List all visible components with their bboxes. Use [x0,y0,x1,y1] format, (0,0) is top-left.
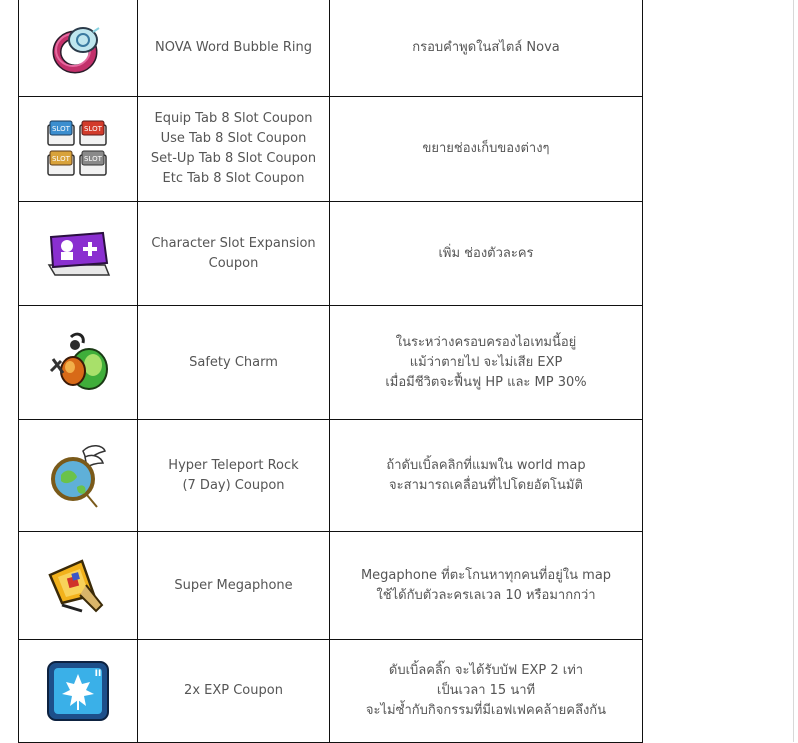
item-name-cell [138,640,330,743]
table-row [19,202,643,306]
icon-cell [19,306,138,420]
item-name: 2x EXP Coupon [184,683,283,698]
item-desc-cell [330,532,643,640]
item-desc: จะสามารถเคลื่อนที่ไปโดยอัตโนมัติ [389,477,583,493]
icon-cell [19,0,138,97]
item-desc-cell [330,640,643,743]
item-desc-cell [330,420,643,532]
item-name: Character Slot Expansion [151,235,316,251]
item-desc-cell [330,306,643,420]
item-desc: จะไม่ซ้ำกับกิจกรรมที่มีเอฟเฟคคล้ายคลึงกัน [365,703,607,718]
slot-coupons-icon [46,119,110,179]
item-desc: ใช้ได้กับตัวละครเลเวล 10 หรือมากกว่า [376,587,596,603]
item-desc: เพิ่ม ช่องตัวละคร [438,245,534,261]
exp-coupon-icon [46,660,110,722]
icon-cell [19,532,138,640]
item-desc: เป็นเวลา 15 นาที [436,683,536,698]
item-name: Hyper Teleport Rock [168,457,299,473]
item-name-cell [138,420,330,532]
item-desc-cell [330,0,643,97]
item-name: Equip Tab 8 Slot Coupon [154,111,313,126]
item-desc-cell [330,97,643,202]
item-desc: ขยายช่องเก็บของต่างๆ [422,141,550,156]
nova-ring-icon [47,20,109,76]
item-desc: เมื่อมีชีวิตจะฟื้นฟู HP และ MP 30% [385,374,587,390]
item-name: (7 Day) Coupon [182,477,285,493]
item-name: Safety Charm [189,354,278,370]
svg-text:SLOT: SLOT [52,155,70,163]
svg-text:SLOT: SLOT [52,125,70,133]
teleport-rock-icon [47,441,109,511]
item-desc: แม้ว่าตายไป จะไม่เสีย EXP [409,354,563,370]
item-name-cell [138,202,330,306]
item-name-cell [138,97,330,202]
table-row [19,306,643,420]
item-name: Use Tab 8 Slot Coupon [160,131,307,146]
svg-text:II: II [94,669,102,679]
table-row [19,420,643,532]
icon-cell [19,202,138,306]
megaphone-icon [46,555,110,617]
item-name: Super Megaphone [174,577,293,593]
item-name: Set-Up Tab 8 Slot Coupon [150,151,317,166]
safety-charm-icon [45,331,111,395]
table-row [19,640,643,743]
item-name: NOVA Word Bubble Ring [155,40,312,55]
item-name-cell [138,532,330,640]
table-row [19,0,643,97]
item-desc: กรอบคำพูดในสไตล์ Nova [412,40,560,55]
item-name: Etc Tab 8 Slot Coupon [162,171,305,186]
table-row [19,532,643,640]
icon-cell [19,420,138,532]
page-right-border [793,0,794,742]
item-desc: ดับเบิ้ลคลิ๊ก จะได้รับบัฟ EXP 2 เท่า [388,663,584,678]
svg-text:SLOT: SLOT [84,125,102,133]
icon-cell [19,640,138,743]
svg-text:SLOT: SLOT [84,155,102,163]
item-desc: Megaphone ที่ตะโกนหาทุกคนที่อยู่ใน map [360,567,612,583]
icon-cell [19,97,138,202]
item-desc-cell [330,202,643,306]
item-name: Coupon [208,255,259,271]
character-slot-coupon-icon [45,229,111,279]
item-desc: ถ้าดับเบิ้ลคลิกที่แมพใน world map [386,457,586,473]
item-name-cell [138,0,330,97]
item-table [18,0,643,743]
item-name-cell [138,306,330,420]
table-row [19,97,643,202]
item-desc: ในระหว่างครอบครองไอเทมนี้อยู่ [395,334,577,350]
